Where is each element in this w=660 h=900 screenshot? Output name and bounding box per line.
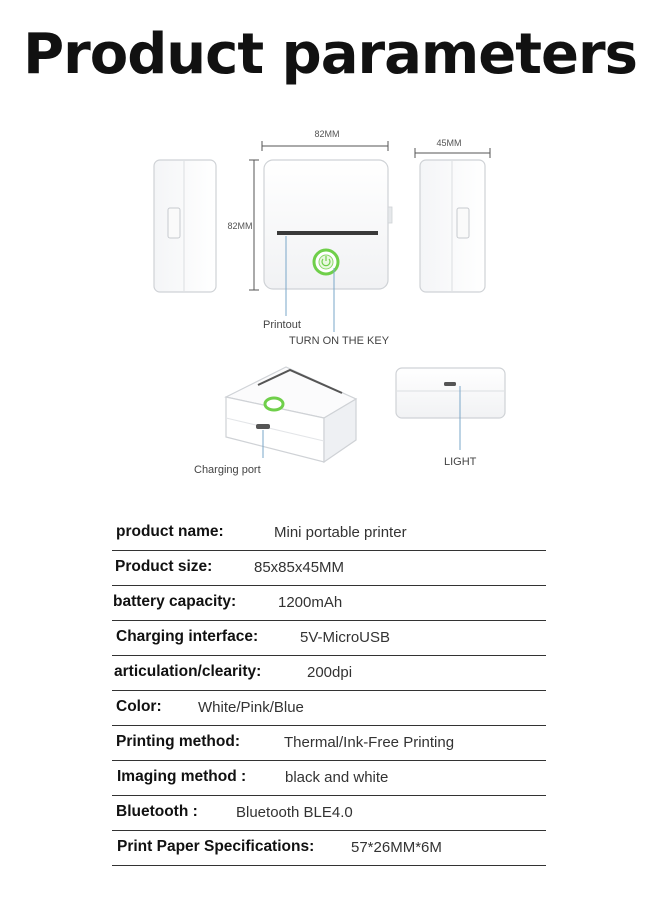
- spec-row-printing-method: [112, 725, 546, 761]
- spec-key: battery capacity:: [113, 593, 237, 610]
- spec-key: Product size:: [115, 558, 213, 575]
- printer-top-view: [396, 368, 505, 418]
- spec-row-imaging-method: [112, 760, 546, 796]
- spec-row-battery-capacity: [112, 585, 546, 621]
- height-dimension: [227, 160, 259, 290]
- spec-row-color: [112, 690, 546, 726]
- charging-port-label: Charging port: [194, 464, 261, 476]
- light-label: LIGHT: [444, 456, 477, 468]
- spec-value: 57*26MM*6M: [351, 839, 442, 856]
- spec-value: 1200mAh: [278, 594, 343, 611]
- spec-row-resolution: [112, 655, 546, 691]
- spec-value: 5V-MicroUSB: [300, 629, 391, 646]
- printer-isometric-view: [226, 367, 356, 462]
- spec-value: Mini portable printer: [274, 524, 407, 541]
- usb-port-icon: [256, 424, 270, 429]
- width-dimension: [262, 129, 388, 151]
- spec-value: White/Pink/Blue: [198, 699, 304, 716]
- depth-dimension: [415, 138, 490, 158]
- width-dimension-label: 82MM: [314, 129, 340, 139]
- printout-label: Printout: [263, 319, 301, 331]
- power-key-label: TURN ON THE KEY: [289, 335, 390, 347]
- spec-row-bluetooth: [112, 795, 546, 831]
- spec-key: Bluetooth :: [116, 803, 198, 820]
- printer-front-view: [264, 160, 392, 289]
- spec-key: product name:: [116, 523, 224, 540]
- spec-key: articulation/clearity:: [114, 663, 262, 680]
- spec-row-paper-specifications: [112, 830, 546, 866]
- spec-key: Charging interface:: [116, 628, 259, 645]
- page-title: Product parameters: [23, 22, 637, 87]
- spec-value: 200dpi: [307, 664, 353, 681]
- spec-value: black and white: [285, 769, 389, 786]
- spec-row-charging-interface: [112, 620, 546, 656]
- spec-key: Color:: [116, 698, 162, 715]
- printer-side-view-right: [420, 160, 485, 292]
- height-dimension-label: 82MM: [227, 221, 253, 231]
- spec-key: Print Paper Specifications:: [117, 838, 315, 855]
- spec-key: Printing method:: [116, 733, 240, 750]
- spec-row-product-size: [112, 550, 546, 586]
- spec-value: Thermal/Ink-Free Printing: [284, 734, 455, 751]
- depth-dimension-label: 45MM: [436, 138, 462, 148]
- indicator-light-icon: [444, 382, 456, 386]
- printer-side-view-left: [154, 160, 216, 292]
- spec-key: Imaging method :: [117, 768, 247, 785]
- spec-row-product-name: [112, 515, 546, 551]
- spec-value: 85x85x45MM: [254, 559, 345, 576]
- spec-value: Bluetooth BLE4.0: [236, 804, 353, 821]
